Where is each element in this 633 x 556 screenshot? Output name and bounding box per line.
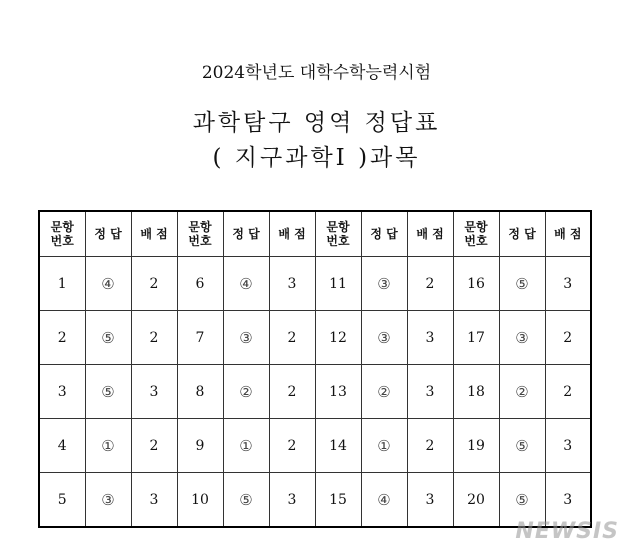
points-cell: 2 xyxy=(407,419,453,473)
question-number-cell: 5 xyxy=(39,473,85,528)
question-number-cell: 14 xyxy=(315,419,361,473)
points-cell: 2 xyxy=(407,257,453,311)
question-number-cell: 7 xyxy=(177,311,223,365)
question-number-cell: 20 xyxy=(453,473,499,528)
points-header: 배 점 xyxy=(131,211,177,257)
answer-header: 정 답 xyxy=(499,211,545,257)
points-cell: 3 xyxy=(269,473,315,528)
points-cell: 3 xyxy=(131,365,177,419)
answer-cell: ③ xyxy=(361,257,407,311)
question-number-header: 문항 번호 xyxy=(453,211,499,257)
points-cell: 2 xyxy=(269,365,315,419)
points-header: 배 점 xyxy=(269,211,315,257)
answer-cell: ⑤ xyxy=(85,365,131,419)
answer-cell: ① xyxy=(361,419,407,473)
points-header: 배 점 xyxy=(407,211,453,257)
answer-header: 정 답 xyxy=(85,211,131,257)
points-cell: 3 xyxy=(407,311,453,365)
question-number-header: 문항 번호 xyxy=(39,211,85,257)
answer-cell: ② xyxy=(223,365,269,419)
points-cell: 3 xyxy=(545,419,591,473)
question-number-header: 문항 번호 xyxy=(177,211,223,257)
answer-cell: ⑤ xyxy=(499,419,545,473)
table-row xyxy=(39,257,591,311)
table-row xyxy=(39,365,591,419)
question-number-cell: 12 xyxy=(315,311,361,365)
points-cell: 3 xyxy=(407,473,453,528)
answer-table-body xyxy=(39,257,591,528)
question-number-cell: 3 xyxy=(39,365,85,419)
question-number-cell: 6 xyxy=(177,257,223,311)
table-header-row xyxy=(39,211,591,257)
answer-cell: ③ xyxy=(223,311,269,365)
question-number-cell: 8 xyxy=(177,365,223,419)
question-number-cell: 18 xyxy=(453,365,499,419)
points-cell: 3 xyxy=(131,473,177,528)
points-cell: 3 xyxy=(407,365,453,419)
answer-cell: ② xyxy=(499,365,545,419)
points-cell: 3 xyxy=(269,257,315,311)
table-row xyxy=(39,311,591,365)
question-number-cell: 13 xyxy=(315,365,361,419)
watermark-logo: NEWSIS xyxy=(515,519,619,544)
points-cell: 2 xyxy=(131,311,177,365)
answer-cell: ③ xyxy=(361,311,407,365)
points-cell: 2 xyxy=(131,257,177,311)
answer-cell: ① xyxy=(223,419,269,473)
question-number-cell: 2 xyxy=(39,311,85,365)
question-number-cell: 15 xyxy=(315,473,361,528)
question-number-cell: 11 xyxy=(315,257,361,311)
answer-cell: ③ xyxy=(499,311,545,365)
points-cell: 3 xyxy=(545,473,591,528)
points-cell: 2 xyxy=(269,311,315,365)
answer-cell: ① xyxy=(85,419,131,473)
question-number-header: 문항 번호 xyxy=(315,211,361,257)
question-number-cell: 1 xyxy=(39,257,85,311)
points-cell: 2 xyxy=(269,419,315,473)
answer-cell: ④ xyxy=(85,257,131,311)
table-row xyxy=(39,473,591,528)
answer-cell: ⑤ xyxy=(85,311,131,365)
points-cell: 3 xyxy=(545,257,591,311)
page-title: 과학탐구 영역 정답표 xyxy=(192,110,441,136)
answer-header: 정 답 xyxy=(223,211,269,257)
answer-cell: ⑤ xyxy=(223,473,269,528)
answer-cell: ③ xyxy=(85,473,131,528)
answer-header: 정 답 xyxy=(361,211,407,257)
answer-cell: ⑤ xyxy=(499,257,545,311)
exam-title: 2024학년도 대학수학능력시험 xyxy=(201,63,432,83)
question-number-cell: 16 xyxy=(453,257,499,311)
subject-title: ( 지구과학Ⅰ )과목 xyxy=(212,145,421,171)
question-number-cell: 4 xyxy=(39,419,85,473)
question-number-cell: 10 xyxy=(177,473,223,528)
points-header: 배 점 xyxy=(545,211,591,257)
question-number-cell: 9 xyxy=(177,419,223,473)
answer-cell: ⑤ xyxy=(499,473,545,528)
question-number-cell: 17 xyxy=(453,311,499,365)
points-cell: 2 xyxy=(545,365,591,419)
answer-cell: ② xyxy=(361,365,407,419)
answer-cell: ④ xyxy=(223,257,269,311)
question-number-cell: 19 xyxy=(453,419,499,473)
points-cell: 2 xyxy=(545,311,591,365)
answer-table xyxy=(38,210,592,528)
answer-cell: ④ xyxy=(361,473,407,528)
table-row xyxy=(39,419,591,473)
points-cell: 2 xyxy=(131,419,177,473)
